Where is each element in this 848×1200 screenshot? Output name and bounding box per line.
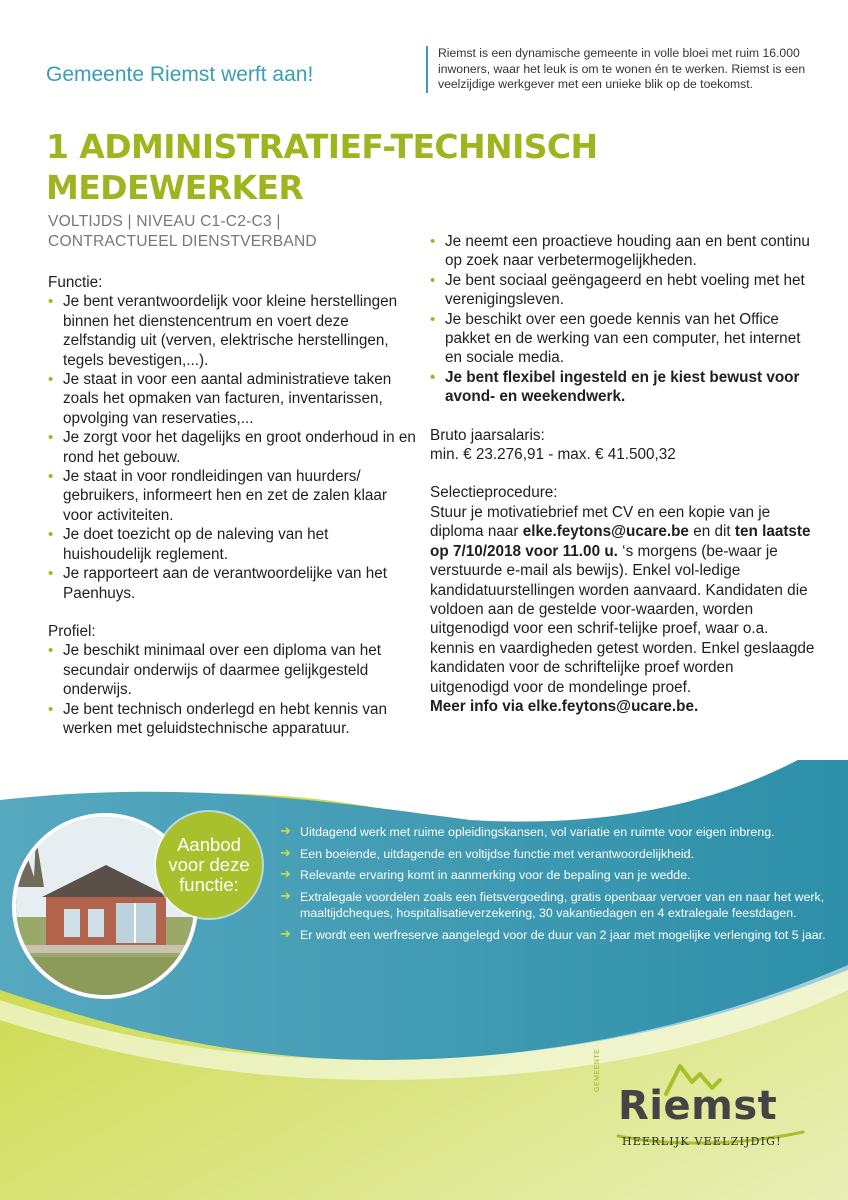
bullet-icon: • xyxy=(48,293,54,311)
profiel-list xyxy=(48,641,418,738)
list-item: • Je rapporteert aan de verantwoordelijke van het Paenhuys. xyxy=(48,565,387,602)
job-title-line2: MEDEWERKER xyxy=(46,168,304,207)
bullet-icon: • xyxy=(430,233,436,250)
list-item: • Je bent sociaal geëngageerd en hebt voeling met het verenigingsleven. xyxy=(430,271,805,309)
list-item: • Je bent flexibel ingesteld en je kiest bewust voor avond- en weekendwerk. xyxy=(430,368,800,406)
bullet-icon: • xyxy=(430,310,436,328)
bullet-icon: • xyxy=(48,429,54,447)
logo-wordmark: Riemst xyxy=(618,1083,778,1129)
bullet-icon: • xyxy=(48,700,54,718)
selectie-heading: Selectieprocedure: xyxy=(430,484,558,502)
offer-bubble-line2: voor deze xyxy=(168,854,250,875)
bullet-icon: • xyxy=(48,565,54,583)
arrow-right-icon: ➜ xyxy=(280,925,291,941)
profiel-list-continued xyxy=(430,232,815,407)
salaris-heading: Bruto jaarsalaris: xyxy=(430,426,545,444)
list-item: • Je zorgt voor het dagelijks en groot onderhoud in en rond het gebouw. xyxy=(48,429,416,466)
job-title xyxy=(46,126,626,208)
list-item: • Je neemt een proactieve houding aan en bent continu op zoek naar verbetermogelijkheden. xyxy=(430,233,810,270)
job-title-line1: 1 ADMINISTRATIEF-TECHNISCH xyxy=(46,127,598,166)
more-info-link[interactable]: Meer info via elke.feytons@ucare.be. xyxy=(430,697,699,715)
email-link[interactable]: elke.feytons@ucare.be xyxy=(522,523,689,541)
list-item: ➜ Een boeiende, uitdagende en voltijdse functie met verantwoordelijkheid. xyxy=(280,844,695,861)
right-column xyxy=(430,232,815,716)
left-column xyxy=(48,273,418,738)
bullet-icon: • xyxy=(430,368,436,386)
bullet-icon: • xyxy=(430,271,436,289)
list-item: • Je doet toezicht op de naleving van het huishoudelijk reglement. xyxy=(48,526,329,563)
salaris-value: min. € 23.276,91 - max. € 41.500,32 xyxy=(430,446,676,464)
offer-bubble-line3: functie: xyxy=(179,874,239,895)
job-subtitle xyxy=(48,212,378,252)
job-subtitle-line2: CONTRACTUEEL DIENSTVERBAND xyxy=(48,233,317,250)
deadline-text: ten laatste op 7/10/2018 voor 11.00 u. xyxy=(430,523,811,560)
list-item: • Je staat in voor een aantal administratieve taken zoals het opmaken van facturen, inventarissen, opvolging van reservaties,... xyxy=(48,371,392,427)
list-item: • Je bent verantwoordelijk voor kleine herstellingen binnen het dienstencentrum en voert deze zelfstandig uit (verven, elektrische herstellingen, tegels bevestigen,...). xyxy=(48,293,398,369)
list-item: • Je beschikt minimaal over een diploma van het secundair onderwijs of daarmee gelijkgesteld onderwijs. xyxy=(48,642,382,699)
arrow-right-icon: ➜ xyxy=(280,844,291,860)
bullet-icon: • xyxy=(48,526,54,544)
profiel-heading: Profiel: xyxy=(48,622,96,640)
functie-heading: Functie: xyxy=(48,274,103,291)
list-item: • Je bent technisch onderlegd en hebt kennis van werken met geluidstechnische apparatuur. xyxy=(48,700,388,737)
bullet-icon: • xyxy=(48,371,54,389)
list-item: ➜ Relevante ervaring komt in aanmerking voor de bepaling van je wedde. xyxy=(280,866,691,882)
offer-bubble-line1: Aanbod xyxy=(177,834,241,855)
list-item: ➜ Uitdagend werk met ruime opleidingskansen, vol variatie en ruimte voor eigen inbreng. xyxy=(280,823,775,839)
list-item: • Je staat in voor rondleidingen van huurders/ gebruikers, informeert hen en zet de zalen klaar voor activiteiten. xyxy=(48,468,387,524)
offer-bubble xyxy=(156,812,262,918)
job-subtitle-line1: VOLTIJDS | NIVEAU C1-C2-C3 | xyxy=(48,213,281,230)
logo-tagline: HEERLIJK VEELZIJDIG! xyxy=(622,1135,782,1148)
arrow-right-icon: ➜ xyxy=(280,823,291,838)
offer-list xyxy=(280,824,830,948)
header-tagline: Gemeente Riemst werft aan! xyxy=(46,63,314,86)
arrow-right-icon: ➜ xyxy=(280,866,291,881)
arrow-right-icon: ➜ xyxy=(280,887,291,903)
intro-text: Riemst is een dynamische gemeente in volle bloei met ruim 16.000 inwoners, waar het leuk is om te wonen én te werken. Riemst is een veelzijdige werkgever met een unieke blik op de toekomst. xyxy=(426,46,834,93)
list-item: ➜ Er wordt een werfreserve aangelegd voor de duur van 2 jaar met mogelijke verlenging tot 5 jaar. xyxy=(280,925,826,942)
list-item: • Je beschikt over een goede kennis van het Office pakket en de werking van een computer, het internet en sociale media. xyxy=(430,310,801,367)
list-item: ➜ Extralegale voordelen zoals een fietsvergoeding, gratis openbaar vervoer van en naar het werk, maaltijdcheques, hospitalisatieverzekering, 30 vakantiedagen en 4 extralegale feestdagen. xyxy=(280,887,825,920)
logo-side-text: GEMEENTE xyxy=(594,1048,601,1092)
functie-list xyxy=(48,292,418,603)
bullet-icon: • xyxy=(48,468,54,486)
bullet-icon: • xyxy=(48,642,54,660)
selectie-text: Stuur je motivatiebrief met CV en een kopie van je diploma naar elke.feytons@ucare.be en dit ten laatste op 7/10/2018 voor 11.00 u. ‘s morgens (be-waar je verstuurde e-mail als bewijs). Enkel vol-ledige kandidatuurstellingen worden aanvaard. Kandidaten die voldoen aan de gestelde voor-waarden, worden uitgenodigd voor een schrif-telijke proef, waar o.a. kennis en vaardigheden getest worden. Enkel geslaagde kandidaten voor de schriftelijke proef worden uitgenodigd voor de mondelinge proef. xyxy=(430,503,815,696)
